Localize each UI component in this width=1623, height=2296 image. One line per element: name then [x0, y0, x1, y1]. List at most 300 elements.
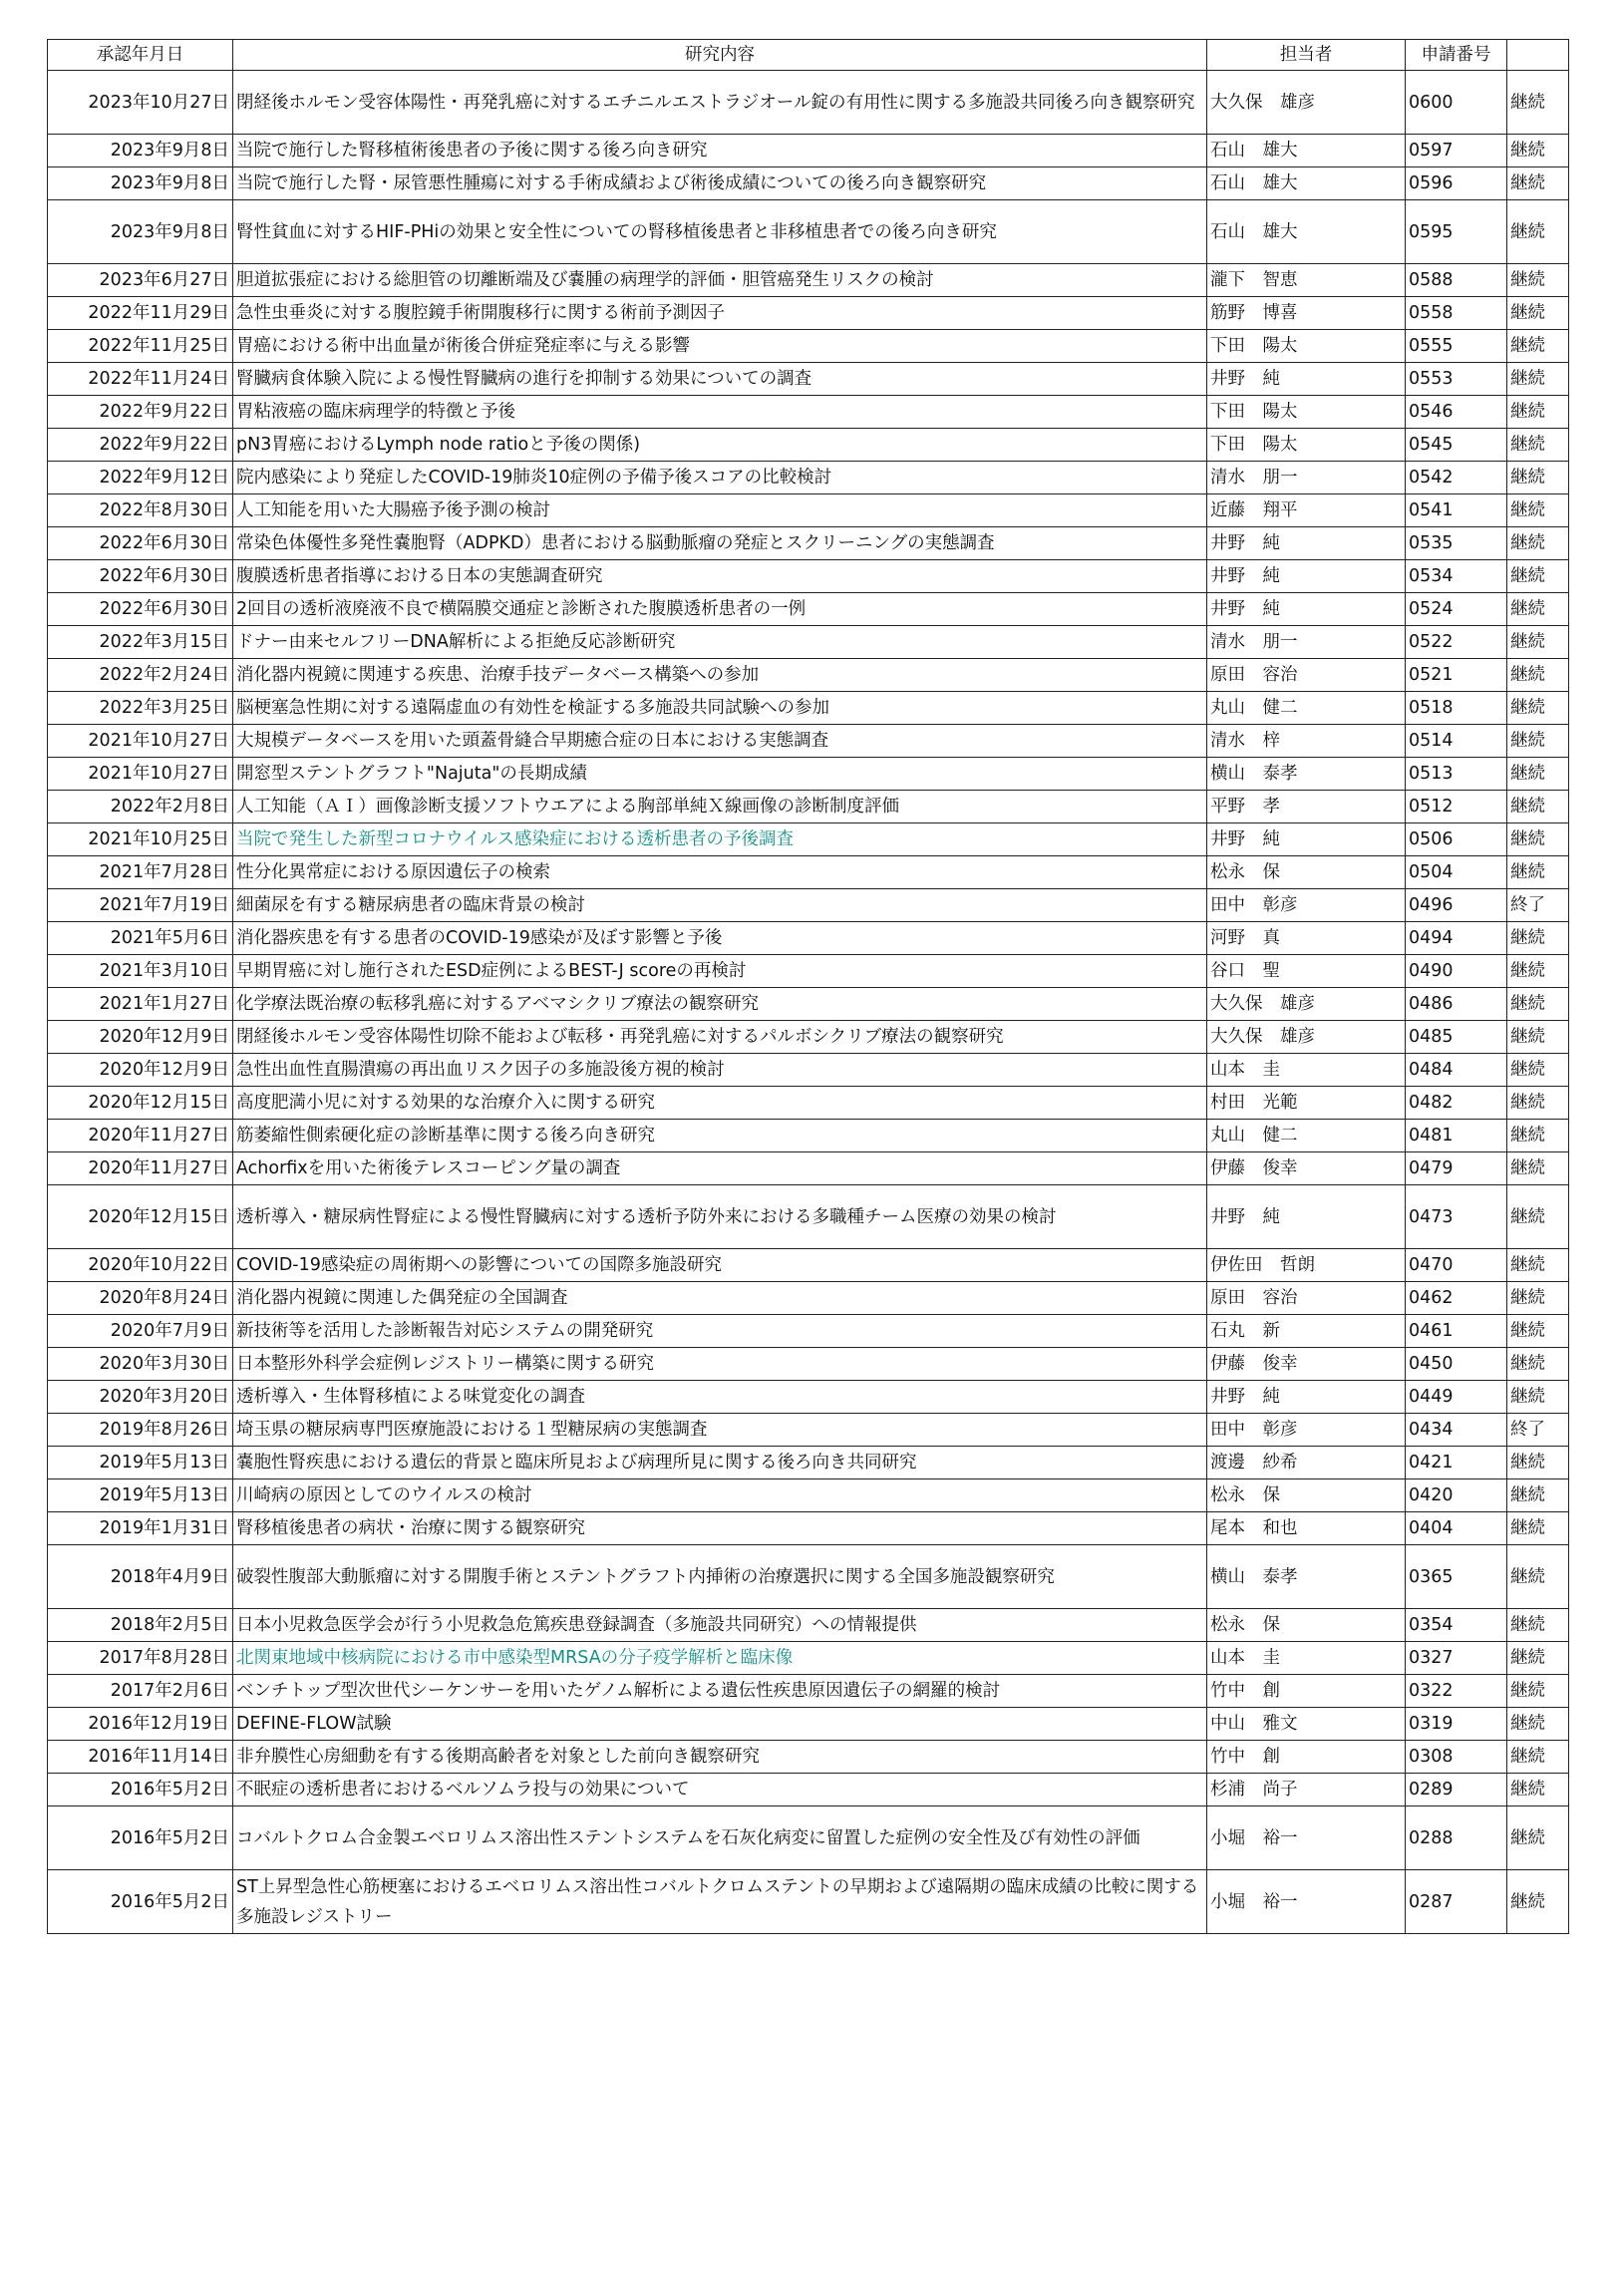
table-row — [48, 429, 1569, 462]
person-cell: 小堀 裕一 — [1207, 1870, 1406, 1934]
research-title-cell: 急性虫垂炎に対する腹腔鏡手術開腹移行に関する術前予測因子 — [233, 297, 1207, 330]
application-number-cell: 0462 — [1406, 1282, 1507, 1315]
research-title-cell: 常染色体優性多発性嚢胞腎（ADPKD）患者における脳動脈瘤の発症とスクリーニングの実態調査 — [233, 527, 1207, 560]
approval-date-cell: 2022年6月30日 — [48, 560, 233, 593]
application-number-cell: 0322 — [1406, 1675, 1507, 1708]
status-cell: 継続 — [1507, 1054, 1569, 1087]
research-title-cell: DEFINE-FLOW試験 — [233, 1708, 1207, 1741]
approval-date-cell: 2020年8月24日 — [48, 1282, 233, 1315]
status-cell: 終了 — [1507, 1414, 1569, 1447]
status-cell: 継続 — [1507, 758, 1569, 791]
application-number-cell: 0513 — [1406, 758, 1507, 791]
person-cell: 松永 保 — [1207, 856, 1406, 889]
table-row — [48, 1642, 1569, 1675]
status-cell: 継続 — [1507, 1282, 1569, 1315]
research-title-cell: 腎性貧血に対するHIF-PHiの効果と安全性についての腎移植後患者と非移植患者での後ろ向き研究 — [233, 200, 1207, 264]
research-title-cell: 性分化異常症における原因遺伝子の検索 — [233, 856, 1207, 889]
research-title-cell: 嚢胞性腎疾患における遺伝的背景と臨床所見および病理所見に関する後ろ向き共同研究 — [233, 1447, 1207, 1479]
status-cell: 継続 — [1507, 1381, 1569, 1414]
research-title-cell: 消化器内視鏡に関連した偶発症の全国調査 — [233, 1282, 1207, 1315]
approval-date-cell: 2022年6月30日 — [48, 593, 233, 626]
research-title-cell: 腎臓病食体験入院による慢性腎臓病の進行を抑制する効果についての調査 — [233, 363, 1207, 396]
person-cell: 井野 純 — [1207, 1381, 1406, 1414]
research-title-cell: コバルトクロム合金製エベロリムス溶出性ステントシステムを石灰化病変に留置した症例の安全性及び有効性の評価 — [233, 1806, 1207, 1870]
table-row — [48, 1447, 1569, 1479]
approval-date-cell: 2022年8月30日 — [48, 494, 233, 527]
status-cell: 継続 — [1507, 725, 1569, 758]
research-title-cell: 川崎病の原因としてのウイルスの検討 — [233, 1479, 1207, 1512]
application-number-cell: 0542 — [1406, 462, 1507, 494]
person-cell: 中山 雅文 — [1207, 1708, 1406, 1741]
person-cell: 清水 梓 — [1207, 725, 1406, 758]
application-number-cell: 0518 — [1406, 692, 1507, 725]
status-cell: 継続 — [1507, 1447, 1569, 1479]
research-title-cell: 閉経後ホルモン受容体陽性切除不能および転移・再発乳癌に対するパルボシクリブ療法の観察研究 — [233, 1021, 1207, 1054]
application-number-cell: 0558 — [1406, 297, 1507, 330]
person-cell: 原田 容治 — [1207, 659, 1406, 692]
table-row — [48, 264, 1569, 297]
table-row — [48, 626, 1569, 659]
application-number-cell: 0308 — [1406, 1741, 1507, 1774]
person-cell: 松永 保 — [1207, 1609, 1406, 1642]
application-number-cell: 0555 — [1406, 330, 1507, 363]
table-row — [48, 1545, 1569, 1609]
approval-date-cell: 2016年12月19日 — [48, 1708, 233, 1741]
person-cell: 井野 純 — [1207, 823, 1406, 856]
approval-date-cell: 2021年5月6日 — [48, 922, 233, 955]
table-row — [48, 725, 1569, 758]
table-row — [48, 692, 1569, 725]
approval-date-cell: 2023年9月8日 — [48, 200, 233, 264]
status-cell: 継続 — [1507, 1120, 1569, 1152]
approval-date-cell: 2021年10月27日 — [48, 758, 233, 791]
application-number-cell: 0490 — [1406, 955, 1507, 988]
table-row — [48, 1054, 1569, 1087]
application-number-cell: 0470 — [1406, 1249, 1507, 1282]
status-cell: 継続 — [1507, 527, 1569, 560]
status-cell: 継続 — [1507, 1479, 1569, 1512]
table-row — [48, 200, 1569, 264]
status-cell: 継続 — [1507, 1545, 1569, 1609]
research-title-cell: 消化器疾患を有する患者のCOVID-19感染が及ぼす影響と予後 — [233, 922, 1207, 955]
application-number-cell: 0521 — [1406, 659, 1507, 692]
status-cell: 継続 — [1507, 1774, 1569, 1806]
application-number-cell: 0545 — [1406, 429, 1507, 462]
person-cell: 大久保 雄彦 — [1207, 988, 1406, 1021]
table-row — [48, 135, 1569, 167]
status-cell: 継続 — [1507, 659, 1569, 692]
research-title-cell: 腎移植後患者の病状・治療に関する観察研究 — [233, 1512, 1207, 1545]
approval-date-cell: 2022年2月8日 — [48, 791, 233, 823]
status-cell: 継続 — [1507, 1675, 1569, 1708]
status-cell: 継続 — [1507, 1249, 1569, 1282]
application-number-cell: 0597 — [1406, 135, 1507, 167]
approval-date-cell: 2022年11月24日 — [48, 363, 233, 396]
table-row — [48, 1870, 1569, 1934]
status-cell: 継続 — [1507, 988, 1569, 1021]
research-title-cell: 早期胃癌に対し施行されたESD症例によるBEST-J scoreの再検討 — [233, 955, 1207, 988]
status-cell: 継続 — [1507, 626, 1569, 659]
status-cell: 終了 — [1507, 889, 1569, 922]
table-row — [48, 1512, 1569, 1545]
application-number-cell: 0541 — [1406, 494, 1507, 527]
header-approval-date: 承認年月日 — [48, 40, 233, 71]
table-row — [48, 1087, 1569, 1120]
person-cell: 尾本 和也 — [1207, 1512, 1406, 1545]
application-number-cell: 0522 — [1406, 626, 1507, 659]
research-title-cell: 透析導入・生体腎移植による味覚変化の調査 — [233, 1381, 1207, 1414]
application-number-cell: 0484 — [1406, 1054, 1507, 1087]
research-title-cell: 当院で施行した腎・尿管悪性腫瘍に対する手術成績および術後成績についての後ろ向き観察研究 — [233, 167, 1207, 200]
research-title-cell: 透析導入・糖尿病性腎症による慢性腎臓病に対する透析予防外来における多職種チーム医療の効果の検討 — [233, 1185, 1207, 1249]
status-cell: 継続 — [1507, 1348, 1569, 1381]
research-title-cell: 埼玉県の糖尿病専門医療施設における１型糖尿病の実態調査 — [233, 1414, 1207, 1447]
status-cell: 継続 — [1507, 1087, 1569, 1120]
research-title-cell: 人工知能（ＡＩ）画像診断支援ソフトウエアによる胸部単純Ｘ線画像の診断制度評価 — [233, 791, 1207, 823]
person-cell: 石山 雄大 — [1207, 135, 1406, 167]
research-title-cell: Achorfixを用いた術後テレスコーピング量の調査 — [233, 1152, 1207, 1185]
application-number-cell: 0546 — [1406, 396, 1507, 429]
approval-date-cell: 2020年11月27日 — [48, 1152, 233, 1185]
status-cell: 継続 — [1507, 429, 1569, 462]
application-number-cell: 0365 — [1406, 1545, 1507, 1609]
approval-date-cell: 2022年6月30日 — [48, 527, 233, 560]
approval-date-cell: 2021年7月28日 — [48, 856, 233, 889]
research-title-cell: 胃癌における術中出血量が術後合併症発症率に与える影響 — [233, 330, 1207, 363]
research-title-cell: 2回目の透析液廃液不良で横隔膜交通症と診断された腹膜透析患者の一例 — [233, 593, 1207, 626]
header-application-number: 申請番号 — [1406, 40, 1507, 71]
status-cell: 継続 — [1507, 1642, 1569, 1675]
table-row — [48, 758, 1569, 791]
application-number-cell: 0596 — [1406, 167, 1507, 200]
approval-date-cell: 2020年11月27日 — [48, 1120, 233, 1152]
status-cell: 継続 — [1507, 1609, 1569, 1642]
research-title-cell: 破裂性腹部大動脈瘤に対する開腹手術とステントグラフト内挿術の治療選択に関する全国多施設観察研究 — [233, 1545, 1207, 1609]
approval-date-cell: 2022年2月24日 — [48, 659, 233, 692]
person-cell: 松永 保 — [1207, 1479, 1406, 1512]
table-row — [48, 1708, 1569, 1741]
status-cell: 継続 — [1507, 396, 1569, 429]
approval-date-cell: 2018年2月5日 — [48, 1609, 233, 1642]
application-number-cell: 0287 — [1406, 1870, 1507, 1934]
application-number-cell: 0506 — [1406, 823, 1507, 856]
research-title-cell: 閉経後ホルモン受容体陽性・再発乳癌に対するエチニルエストラジオール錠の有用性に関する多施設共同後ろ向き観察研究 — [233, 71, 1207, 135]
person-cell: 平野 孝 — [1207, 791, 1406, 823]
research-title-cell: 新技術等を活用した診断報告対応システムの開発研究 — [233, 1315, 1207, 1348]
research-title-cell: pN3胃癌におけるLymph node ratioと予後の関係) — [233, 429, 1207, 462]
application-number-cell: 0512 — [1406, 791, 1507, 823]
research-title-cell: 日本整形外科学会症例レジストリー構築に関する研究 — [233, 1348, 1207, 1381]
table-header — [48, 40, 1569, 71]
table-row — [48, 396, 1569, 429]
status-cell: 継続 — [1507, 593, 1569, 626]
person-cell: 山本 圭 — [1207, 1054, 1406, 1087]
research-title-cell: 大規模データベースを用いた頭蓋骨縫合早期癒合症の日本における実態調査 — [233, 725, 1207, 758]
person-cell: 下田 陽太 — [1207, 330, 1406, 363]
application-number-cell: 0486 — [1406, 988, 1507, 1021]
research-table — [47, 39, 1569, 1934]
status-cell: 継続 — [1507, 330, 1569, 363]
table-row — [48, 988, 1569, 1021]
table-row — [48, 856, 1569, 889]
approval-date-cell: 2019年5月13日 — [48, 1479, 233, 1512]
person-cell: 河野 真 — [1207, 922, 1406, 955]
research-title-cell: 腹膜透析患者指導における日本の実態調査研究 — [233, 560, 1207, 593]
approval-date-cell: 2020年3月30日 — [48, 1348, 233, 1381]
person-cell: 井野 純 — [1207, 1185, 1406, 1249]
approval-date-cell: 2022年9月22日 — [48, 396, 233, 429]
header-status — [1507, 40, 1569, 71]
approval-date-cell: 2020年3月20日 — [48, 1381, 233, 1414]
status-cell: 継続 — [1507, 264, 1569, 297]
application-number-cell: 0354 — [1406, 1609, 1507, 1642]
research-title-cell: 胃粘液癌の臨床病理学的特徴と予後 — [233, 396, 1207, 429]
table-row — [48, 462, 1569, 494]
application-number-cell: 0319 — [1406, 1708, 1507, 1741]
status-cell: 継続 — [1507, 922, 1569, 955]
header-person-in-charge: 担当者 — [1207, 40, 1406, 71]
person-cell: 山本 圭 — [1207, 1642, 1406, 1675]
approval-date-cell: 2021年1月27日 — [48, 988, 233, 1021]
person-cell: 井野 純 — [1207, 560, 1406, 593]
table-row — [48, 363, 1569, 396]
application-number-cell: 0496 — [1406, 889, 1507, 922]
person-cell: 村田 光範 — [1207, 1087, 1406, 1120]
approval-date-cell: 2021年10月25日 — [48, 823, 233, 856]
application-number-cell: 0461 — [1406, 1315, 1507, 1348]
approval-date-cell: 2023年6月27日 — [48, 264, 233, 297]
person-cell: 田中 彰彦 — [1207, 1414, 1406, 1447]
table-row — [48, 955, 1569, 988]
application-number-cell: 0524 — [1406, 593, 1507, 626]
approval-date-cell: 2019年8月26日 — [48, 1414, 233, 1447]
application-number-cell: 0481 — [1406, 1120, 1507, 1152]
status-cell: 継続 — [1507, 1185, 1569, 1249]
research-title-cell: 当院で発生した新型コロナウイルス感染症における透析患者の予後調査 — [233, 823, 1207, 856]
approval-date-cell: 2016年5月2日 — [48, 1774, 233, 1806]
table-row — [48, 791, 1569, 823]
application-number-cell: 0473 — [1406, 1185, 1507, 1249]
person-cell: 下田 陽太 — [1207, 396, 1406, 429]
research-title-cell: ベンチトップ型次世代シーケンサーを用いたゲノム解析による遺伝性疾患原因遺伝子の網羅的検討 — [233, 1675, 1207, 1708]
table-row — [48, 71, 1569, 135]
status-cell: 継続 — [1507, 1315, 1569, 1348]
table-row — [48, 659, 1569, 692]
approval-date-cell: 2023年9月8日 — [48, 167, 233, 200]
table-body — [48, 71, 1569, 1934]
person-cell: 清水 朋一 — [1207, 462, 1406, 494]
application-number-cell: 0404 — [1406, 1512, 1507, 1545]
table-row — [48, 823, 1569, 856]
person-cell: 横山 泰孝 — [1207, 1545, 1406, 1609]
person-cell: 大久保 雄彦 — [1207, 1021, 1406, 1054]
research-title-cell: 人工知能を用いた大腸癌予後予測の検討 — [233, 494, 1207, 527]
approval-date-cell: 2017年8月28日 — [48, 1642, 233, 1675]
approval-date-cell: 2022年3月25日 — [48, 692, 233, 725]
application-number-cell: 0504 — [1406, 856, 1507, 889]
application-number-cell: 0534 — [1406, 560, 1507, 593]
research-title-cell: 急性出血性直腸潰瘍の再出血リスク因子の多施設後方視的検討 — [233, 1054, 1207, 1087]
status-cell: 継続 — [1507, 297, 1569, 330]
approval-date-cell: 2022年11月25日 — [48, 330, 233, 363]
status-cell: 継続 — [1507, 1708, 1569, 1741]
application-number-cell: 0535 — [1406, 527, 1507, 560]
approval-date-cell: 2019年5月13日 — [48, 1447, 233, 1479]
person-cell: 伊藤 俊幸 — [1207, 1152, 1406, 1185]
table-row — [48, 1479, 1569, 1512]
status-cell: 継続 — [1507, 1741, 1569, 1774]
person-cell: 杉浦 尚子 — [1207, 1774, 1406, 1806]
application-number-cell: 0553 — [1406, 363, 1507, 396]
table-row — [48, 494, 1569, 527]
table-row — [48, 1120, 1569, 1152]
approval-date-cell: 2020年12月9日 — [48, 1054, 233, 1087]
approval-date-cell: 2020年12月9日 — [48, 1021, 233, 1054]
research-title-cell: 日本小児救急医学会が行う小児救急危篤疾患登録調査（多施設共同研究）への情報提供 — [233, 1609, 1207, 1642]
table-row — [48, 1152, 1569, 1185]
research-title-cell: 細菌尿を有する糖尿病患者の臨床背景の検討 — [233, 889, 1207, 922]
research-title-cell: COVID-19感染症の周術期への影響についての国際多施設研究 — [233, 1249, 1207, 1282]
person-cell: 丸山 健二 — [1207, 692, 1406, 725]
approval-date-cell: 2016年11月14日 — [48, 1741, 233, 1774]
approval-date-cell: 2016年5月2日 — [48, 1806, 233, 1870]
table-row — [48, 1185, 1569, 1249]
person-cell: 竹中 創 — [1207, 1741, 1406, 1774]
application-number-cell: 0449 — [1406, 1381, 1507, 1414]
status-cell: 継続 — [1507, 494, 1569, 527]
table-row — [48, 167, 1569, 200]
application-number-cell: 0588 — [1406, 264, 1507, 297]
table-row — [48, 922, 1569, 955]
approval-date-cell: 2020年10月22日 — [48, 1249, 233, 1282]
research-title-cell: 非弁膜性心房細動を有する後期高齢者を対象とした前向き観察研究 — [233, 1741, 1207, 1774]
status-cell: 継続 — [1507, 1870, 1569, 1934]
table-row — [48, 1675, 1569, 1708]
research-title-cell: 消化器内視鏡に関連する疾患、治療手技データベース構築への参加 — [233, 659, 1207, 692]
approval-date-cell: 2023年10月27日 — [48, 71, 233, 135]
research-title-cell: 筋萎縮性側索硬化症の診断基準に関する後ろ向き研究 — [233, 1120, 1207, 1152]
status-cell: 継続 — [1507, 1152, 1569, 1185]
research-title-cell: 脳梗塞急性期に対する遠隔虚血の有効性を検証する多施設共同試験への参加 — [233, 692, 1207, 725]
research-title-cell: ドナー由来セルフリーDNA解析による拒絶反応診断研究 — [233, 626, 1207, 659]
person-cell: 大久保 雄彦 — [1207, 71, 1406, 135]
person-cell: 石山 雄大 — [1207, 200, 1406, 264]
person-cell: 原田 容治 — [1207, 1282, 1406, 1315]
approval-date-cell: 2016年5月2日 — [48, 1870, 233, 1934]
table-row — [48, 1348, 1569, 1381]
application-number-cell: 0450 — [1406, 1348, 1507, 1381]
status-cell: 継続 — [1507, 71, 1569, 135]
person-cell: 清水 朋一 — [1207, 626, 1406, 659]
research-title-cell: 不眠症の透析患者におけるベルソムラ投与の効果について — [233, 1774, 1207, 1806]
table-row — [48, 560, 1569, 593]
application-number-cell: 0595 — [1406, 200, 1507, 264]
table-row — [48, 1414, 1569, 1447]
research-title-cell: 北関東地域中核病院における市中感染型MRSAの分子疫学解析と臨床像 — [233, 1642, 1207, 1675]
person-cell: 丸山 健二 — [1207, 1120, 1406, 1152]
application-number-cell: 0482 — [1406, 1087, 1507, 1120]
table-row — [48, 1249, 1569, 1282]
status-cell: 継続 — [1507, 955, 1569, 988]
status-cell: 継続 — [1507, 200, 1569, 264]
person-cell: 石丸 新 — [1207, 1315, 1406, 1348]
status-cell: 継続 — [1507, 791, 1569, 823]
table-row — [48, 1381, 1569, 1414]
application-number-cell: 0327 — [1406, 1642, 1507, 1675]
application-number-cell: 0288 — [1406, 1806, 1507, 1870]
approval-date-cell: 2022年3月15日 — [48, 626, 233, 659]
approval-date-cell: 2020年12月15日 — [48, 1185, 233, 1249]
research-title-cell: 開窓型ステントグラフト"Najuta"の長期成績 — [233, 758, 1207, 791]
person-cell: 小堀 裕一 — [1207, 1806, 1406, 1870]
person-cell: 井野 純 — [1207, 593, 1406, 626]
person-cell: 下田 陽太 — [1207, 429, 1406, 462]
table-row — [48, 593, 1569, 626]
application-number-cell: 0600 — [1406, 71, 1507, 135]
table-row — [48, 1741, 1569, 1774]
research-title-cell: 当院で施行した腎移植術後患者の予後に関する後ろ向き研究 — [233, 135, 1207, 167]
application-number-cell: 0485 — [1406, 1021, 1507, 1054]
application-number-cell: 0479 — [1406, 1152, 1507, 1185]
person-cell: 筋野 博喜 — [1207, 297, 1406, 330]
research-title-cell: 院内感染により発症したCOVID-19肺炎10症例の予備予後スコアの比較検討 — [233, 462, 1207, 494]
application-number-cell: 0289 — [1406, 1774, 1507, 1806]
status-cell: 継続 — [1507, 560, 1569, 593]
person-cell: 渡邊 紗希 — [1207, 1447, 1406, 1479]
table-row — [48, 527, 1569, 560]
application-number-cell: 0434 — [1406, 1414, 1507, 1447]
status-cell: 継続 — [1507, 692, 1569, 725]
status-cell: 継続 — [1507, 1512, 1569, 1545]
table-row — [48, 297, 1569, 330]
approval-date-cell: 2017年2月6日 — [48, 1675, 233, 1708]
approval-date-cell: 2018年4月9日 — [48, 1545, 233, 1609]
person-cell: 横山 泰孝 — [1207, 758, 1406, 791]
table-row — [48, 889, 1569, 922]
person-cell: 石山 雄大 — [1207, 167, 1406, 200]
approval-date-cell: 2021年7月19日 — [48, 889, 233, 922]
approval-date-cell: 2023年9月8日 — [48, 135, 233, 167]
approval-date-cell: 2021年10月27日 — [48, 725, 233, 758]
table-row — [48, 330, 1569, 363]
person-cell: 井野 純 — [1207, 527, 1406, 560]
application-number-cell: 0494 — [1406, 922, 1507, 955]
table-row — [48, 1774, 1569, 1806]
approval-date-cell: 2020年12月15日 — [48, 1087, 233, 1120]
research-title-cell: 胆道拡張症における総胆管の切離断端及び嚢腫の病理学的評価・胆管癌発生リスクの検討 — [233, 264, 1207, 297]
table-row — [48, 1806, 1569, 1870]
header-row — [48, 40, 1569, 71]
person-cell: 瀧下 智恵 — [1207, 264, 1406, 297]
person-cell: 竹中 創 — [1207, 1675, 1406, 1708]
table-row — [48, 1609, 1569, 1642]
table-row — [48, 1315, 1569, 1348]
approval-date-cell: 2022年9月22日 — [48, 429, 233, 462]
status-cell: 継続 — [1507, 856, 1569, 889]
application-number-cell: 0420 — [1406, 1479, 1507, 1512]
person-cell: 井野 純 — [1207, 363, 1406, 396]
research-title-cell: 化学療法既治療の転移乳癌に対するアベマシクリブ療法の観察研究 — [233, 988, 1207, 1021]
status-cell: 継続 — [1507, 135, 1569, 167]
status-cell: 継続 — [1507, 167, 1569, 200]
research-title-cell: ST上昇型急性心筋梗塞におけるエベロリムス溶出性コバルトクロムステントの早期および遠隔期の臨床成績の比較に関する多施設レジストリー — [233, 1870, 1207, 1934]
person-cell: 伊佐田 哲朗 — [1207, 1249, 1406, 1282]
table-row — [48, 1282, 1569, 1315]
person-cell: 近藤 翔平 — [1207, 494, 1406, 527]
approval-date-cell: 2022年11月29日 — [48, 297, 233, 330]
person-cell: 田中 彰彦 — [1207, 889, 1406, 922]
status-cell: 継続 — [1507, 823, 1569, 856]
